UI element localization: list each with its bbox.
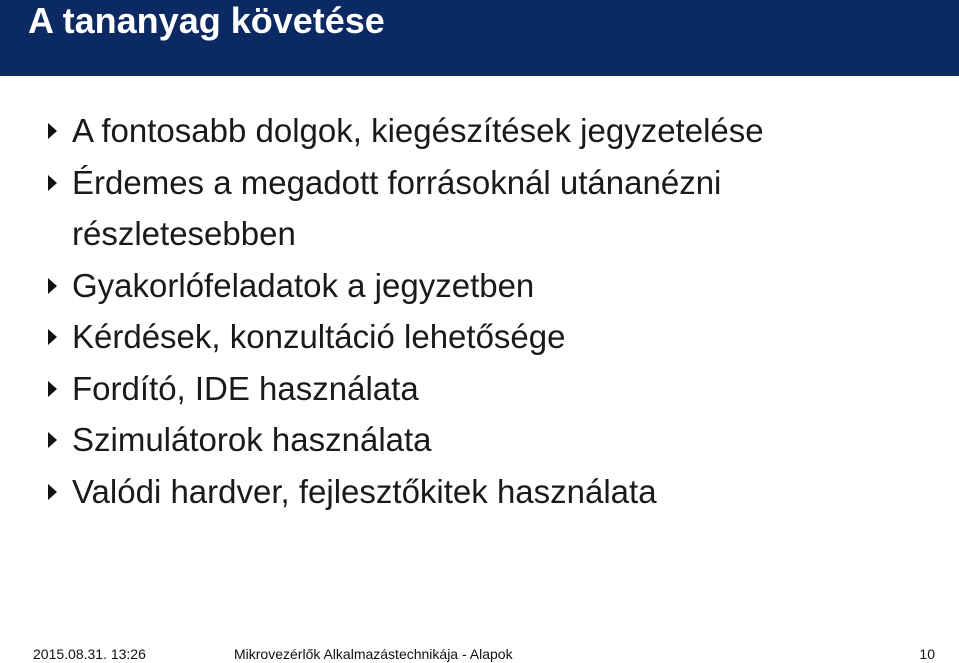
footer-date: 2015.08.31. 13:26: [33, 646, 146, 662]
footer-page-number: 10: [919, 646, 935, 662]
triangle-right-icon: [48, 123, 57, 139]
bullet-item: [48, 260, 928, 312]
triangle-right-icon: [48, 175, 57, 191]
triangle-right-icon: [48, 432, 57, 448]
slide-title: A tananyag követése: [28, 0, 385, 41]
bullet-text: Gyakorlófeladatok a jegyzetben: [72, 266, 535, 304]
bullet-list: [48, 105, 928, 517]
bullet-text: Szimulátorok használata: [72, 421, 432, 458]
bullet-item: [48, 466, 928, 518]
triangle-right-icon: [48, 484, 57, 500]
title-bar: [0, 0, 959, 76]
bullet-item: [48, 311, 928, 363]
bullet-item: [48, 414, 928, 466]
bullet-text: Kérdések, konzultáció lehetősége: [72, 318, 566, 355]
triangle-right-icon: [48, 329, 57, 345]
bullet-item: [48, 157, 928, 260]
bullet-text: Fordító, IDE használata: [72, 369, 419, 407]
bullet-text: Érdemes a megadott forrásoknál utánanézni részletesebben: [72, 163, 722, 252]
triangle-right-icon: [48, 381, 57, 397]
triangle-right-icon: [48, 278, 57, 294]
bullet-text: A fontosabb dolgok, kiegészítések jegyzetelése: [72, 112, 764, 149]
bullet-text: Valódi hardver, fejlesztőkitek használata: [72, 472, 657, 510]
footer-course-title: Mikrovezérlők Alkalmazástechnikája - Alapok: [234, 646, 513, 662]
bullet-item: [48, 105, 928, 157]
bullet-item: [48, 363, 928, 415]
